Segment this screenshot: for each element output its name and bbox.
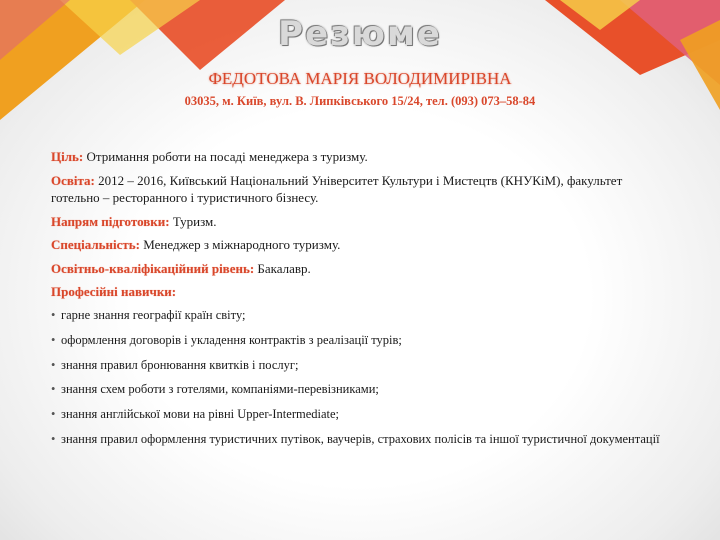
resume-content xyxy=(51,148,671,456)
level-label: Освітньо-кваліфікаційний рівень: xyxy=(51,260,255,276)
list-item xyxy=(51,431,671,448)
list-item xyxy=(51,332,671,349)
list-item xyxy=(51,406,671,423)
bullet-icon: • xyxy=(51,357,56,372)
skills-section xyxy=(51,283,671,301)
bullet-icon: • xyxy=(51,407,56,422)
direction-label: Напрям підготовки: xyxy=(51,213,170,229)
bullet-icon: • xyxy=(51,382,56,397)
specialty-label: Спеціальність: xyxy=(51,237,140,253)
list-item xyxy=(51,381,671,398)
level-text: Бакалавр. xyxy=(254,260,311,276)
education-text: 2012 – 2016, Київський Національний Університет Культури і Мистецтв (КНУКіМ), факультет готельно – ресторанного і туристичного бізнесу. xyxy=(51,172,623,206)
education-label: Освіта: xyxy=(51,172,95,188)
skill-text: знання правил оформлення туристичних путівок, ваучерів, страхових полісів та іншої туристичної документації xyxy=(61,432,660,447)
education-section xyxy=(51,172,671,207)
skill-text: оформлення договорів і укладення контрактів з реалізації турів; xyxy=(61,332,402,347)
skill-text: знання правил бронювання квитків і послуг; xyxy=(61,357,299,372)
contact-info: 03035, м. Київ, вул. В. Липківського 15/24, тел. (093) 073–58-84 xyxy=(184,94,536,108)
goal-text: Отримання роботи на посаді менеджера з туризму. xyxy=(83,149,368,164)
person-name: ФЕДОТОВА МАРІЯ ВОЛОДИМИРІВНА xyxy=(208,69,512,88)
skill-text: знання схем роботи з готелями, компаніями-перевізниками; xyxy=(61,382,379,397)
page-title: Резюме xyxy=(278,14,442,54)
skill-text: гарне знання географії країн світу; xyxy=(61,307,246,322)
direction-section xyxy=(51,213,671,231)
bullet-icon: • xyxy=(51,332,56,347)
goal-label: Ціль: xyxy=(51,149,84,164)
skills-label: Професійні навички: xyxy=(51,284,177,300)
list-item xyxy=(51,307,671,324)
specialty-text: Менеджер з міжнародного туризму. xyxy=(140,237,341,253)
skill-text: знання англійської мови на рівні Upper-Intermediate; xyxy=(61,407,340,422)
specialty-section xyxy=(51,236,671,254)
list-item xyxy=(51,357,671,374)
skills-list xyxy=(51,307,671,448)
direction-text: Туризм. xyxy=(169,213,217,229)
bullet-icon: • xyxy=(51,307,56,322)
bullet-icon: • xyxy=(51,432,56,447)
goal-section xyxy=(51,148,671,166)
level-section xyxy=(51,260,671,278)
